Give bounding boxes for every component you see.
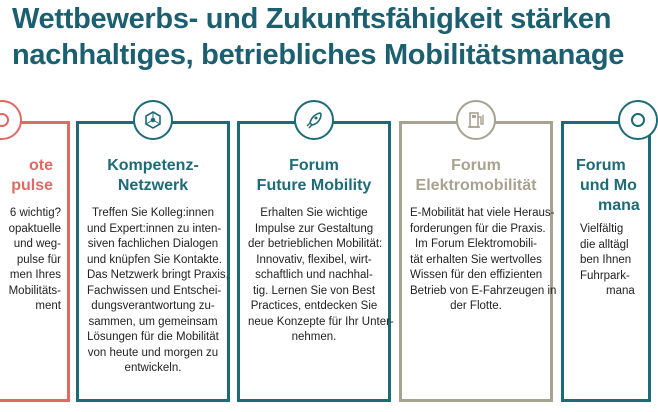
rocket-icon (294, 100, 334, 140)
ev-charger-icon (456, 100, 496, 140)
card-forum-elektromobilitaet (399, 121, 557, 402)
card-body: Treffen Sie Kolleg:innen und Expert:innen zu inten- siven fachlichen Dialogen und knüpfen Sie Kontakte. Das Netzwerk bringt Praxis, Fachwissen und Entschei- dungsverantwortung zu- sammen, um gemeinsam Lösungen für die Mobilität von heute und morgen zu entwickeln. (87, 207, 229, 374)
card-body: Vielfältig die alltägl ben Ihnen Fuhrpark- mana (580, 223, 635, 297)
network-icon (133, 100, 173, 140)
card-partial-right (561, 121, 651, 402)
card-body: 6 wichtig? opaktuelle und weg- pulse für men Ihres Mobilitäts- ment (8, 207, 61, 312)
headline-line-1: Wettbewerbs- und Zukunftsfähigkeit stärken (12, 3, 612, 35)
card-partial-left (0, 121, 70, 402)
card-title: Forum Future Mobility (256, 157, 372, 194)
card-title: Forum und Mo mana (576, 157, 640, 214)
headline-line-2: nachhaltiges, betriebliches Mobilitätsmanage (12, 39, 625, 71)
card-title: Forum Elektromobilität (415, 157, 537, 194)
card-kompetenz-netzwerk (76, 121, 230, 402)
card-body: E-Mobilität hat viele Heraus- forderungen für die Praxis. Im Forum Elektromobili- tät erhalten Sie wertvolles Wissen für den effizienten Betrieb von E-Fahrzeugen in der Flotte. (410, 207, 557, 312)
card-title: Kompetenz- Netzwerk (107, 157, 199, 194)
card5-icon (618, 100, 658, 140)
card-forum-future-mobility (237, 121, 394, 402)
card-title: ote pulse (11, 157, 53, 194)
card-body: Erhalten Sie wichtige Impulse zur Gestaltung der betrieblichen Mobilität: Innovativ, flexibel, wirt- schaftlich und nachhal- tig. Lernen Sie von Best Practices, entdecken Sie neue Konzepte für Ihr Unter- nehmen. (248, 207, 394, 343)
